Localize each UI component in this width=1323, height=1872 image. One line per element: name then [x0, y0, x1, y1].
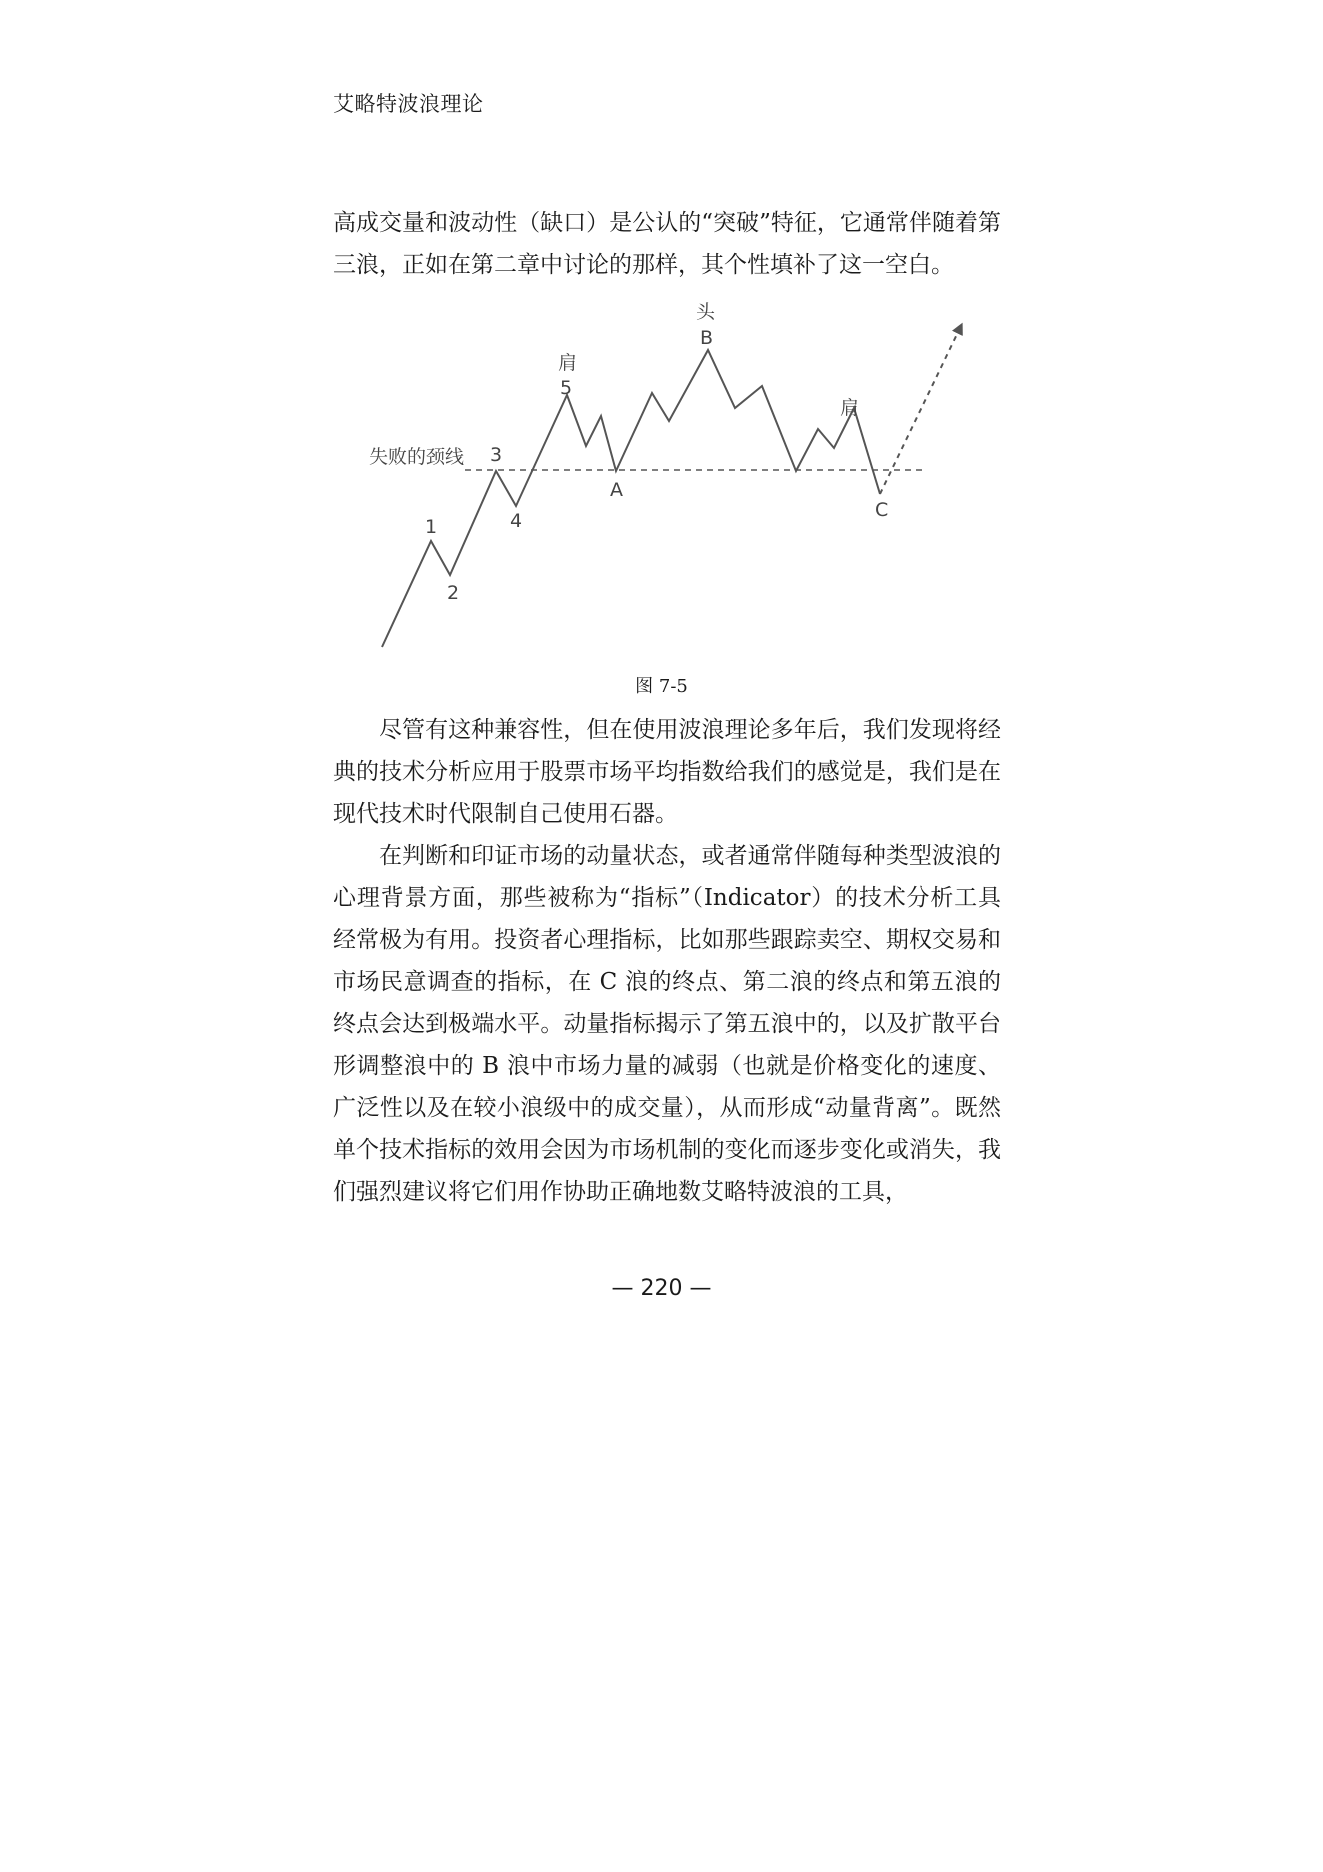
- head-and-shoulders-figure: [360, 290, 980, 660]
- running-title: 艾略特波浪理论: [333, 92, 484, 116]
- wave-3-label: 3: [490, 444, 503, 466]
- wave-a-label: A: [610, 479, 623, 501]
- body-paragraph-1: 高成交量和波动性（缺口）是公认的“突破”特征，它通常伴随着第三浪，正如在第二章中讨论的那样，其个性填补了这一空白。: [333, 210, 1001, 278]
- figure-caption: 图 7-5: [635, 676, 688, 697]
- page-number: — 220 —: [611, 1276, 712, 1301]
- body-paragraph-2: 尽管有这种兼容性，但在使用波浪理论多年后，我们发现将经典的技术分析应用于股票市场平均指数给我们的感觉是，我们是在现代技术时代限制自己使用石器。: [333, 717, 1001, 827]
- wave-4-label: 4: [510, 510, 523, 532]
- left-shoulder-label: 肩: [558, 352, 578, 374]
- body-paragraph-3: 在判断和印证市场的动量状态，或者通常伴随每种类型波浪的心理背景方面，那些被称为“指标”（Indicator）的技术分析工具经常极为有用。投资者心理指标，比如那些跟踪卖空、期权交易和市场民意调查的指标，在 C 浪的终点、第二浪的终点和第五浪的终点会达到极端水平。动量指标揭示了第五浪中的，以及扩散平台形调整浪中的 B 浪中市场力量的减弱（也就是价格变化的速度、广泛性以及在较小浪级中的成交量），从而形成“动量背离”。既然单个技术指标的效用会因为市场机制的变化而逐步变化或消失，我们强烈建议将它们用作协助正确地数艾略特波浪的工具，: [333, 843, 1001, 1205]
- head-label: 头: [696, 301, 716, 323]
- wave-b-label: B: [700, 327, 714, 349]
- wave-diagram: [360, 290, 980, 660]
- wave-1-label: 1: [425, 516, 438, 538]
- breakout-arrow: [880, 328, 960, 494]
- wave-c-label: C: [875, 499, 889, 521]
- wave-5-label: 5: [560, 377, 573, 399]
- wave-2-label: 2: [447, 582, 460, 604]
- neckline-label: 失败的颈线: [369, 446, 465, 468]
- right-shoulder-label: 肩: [840, 397, 860, 419]
